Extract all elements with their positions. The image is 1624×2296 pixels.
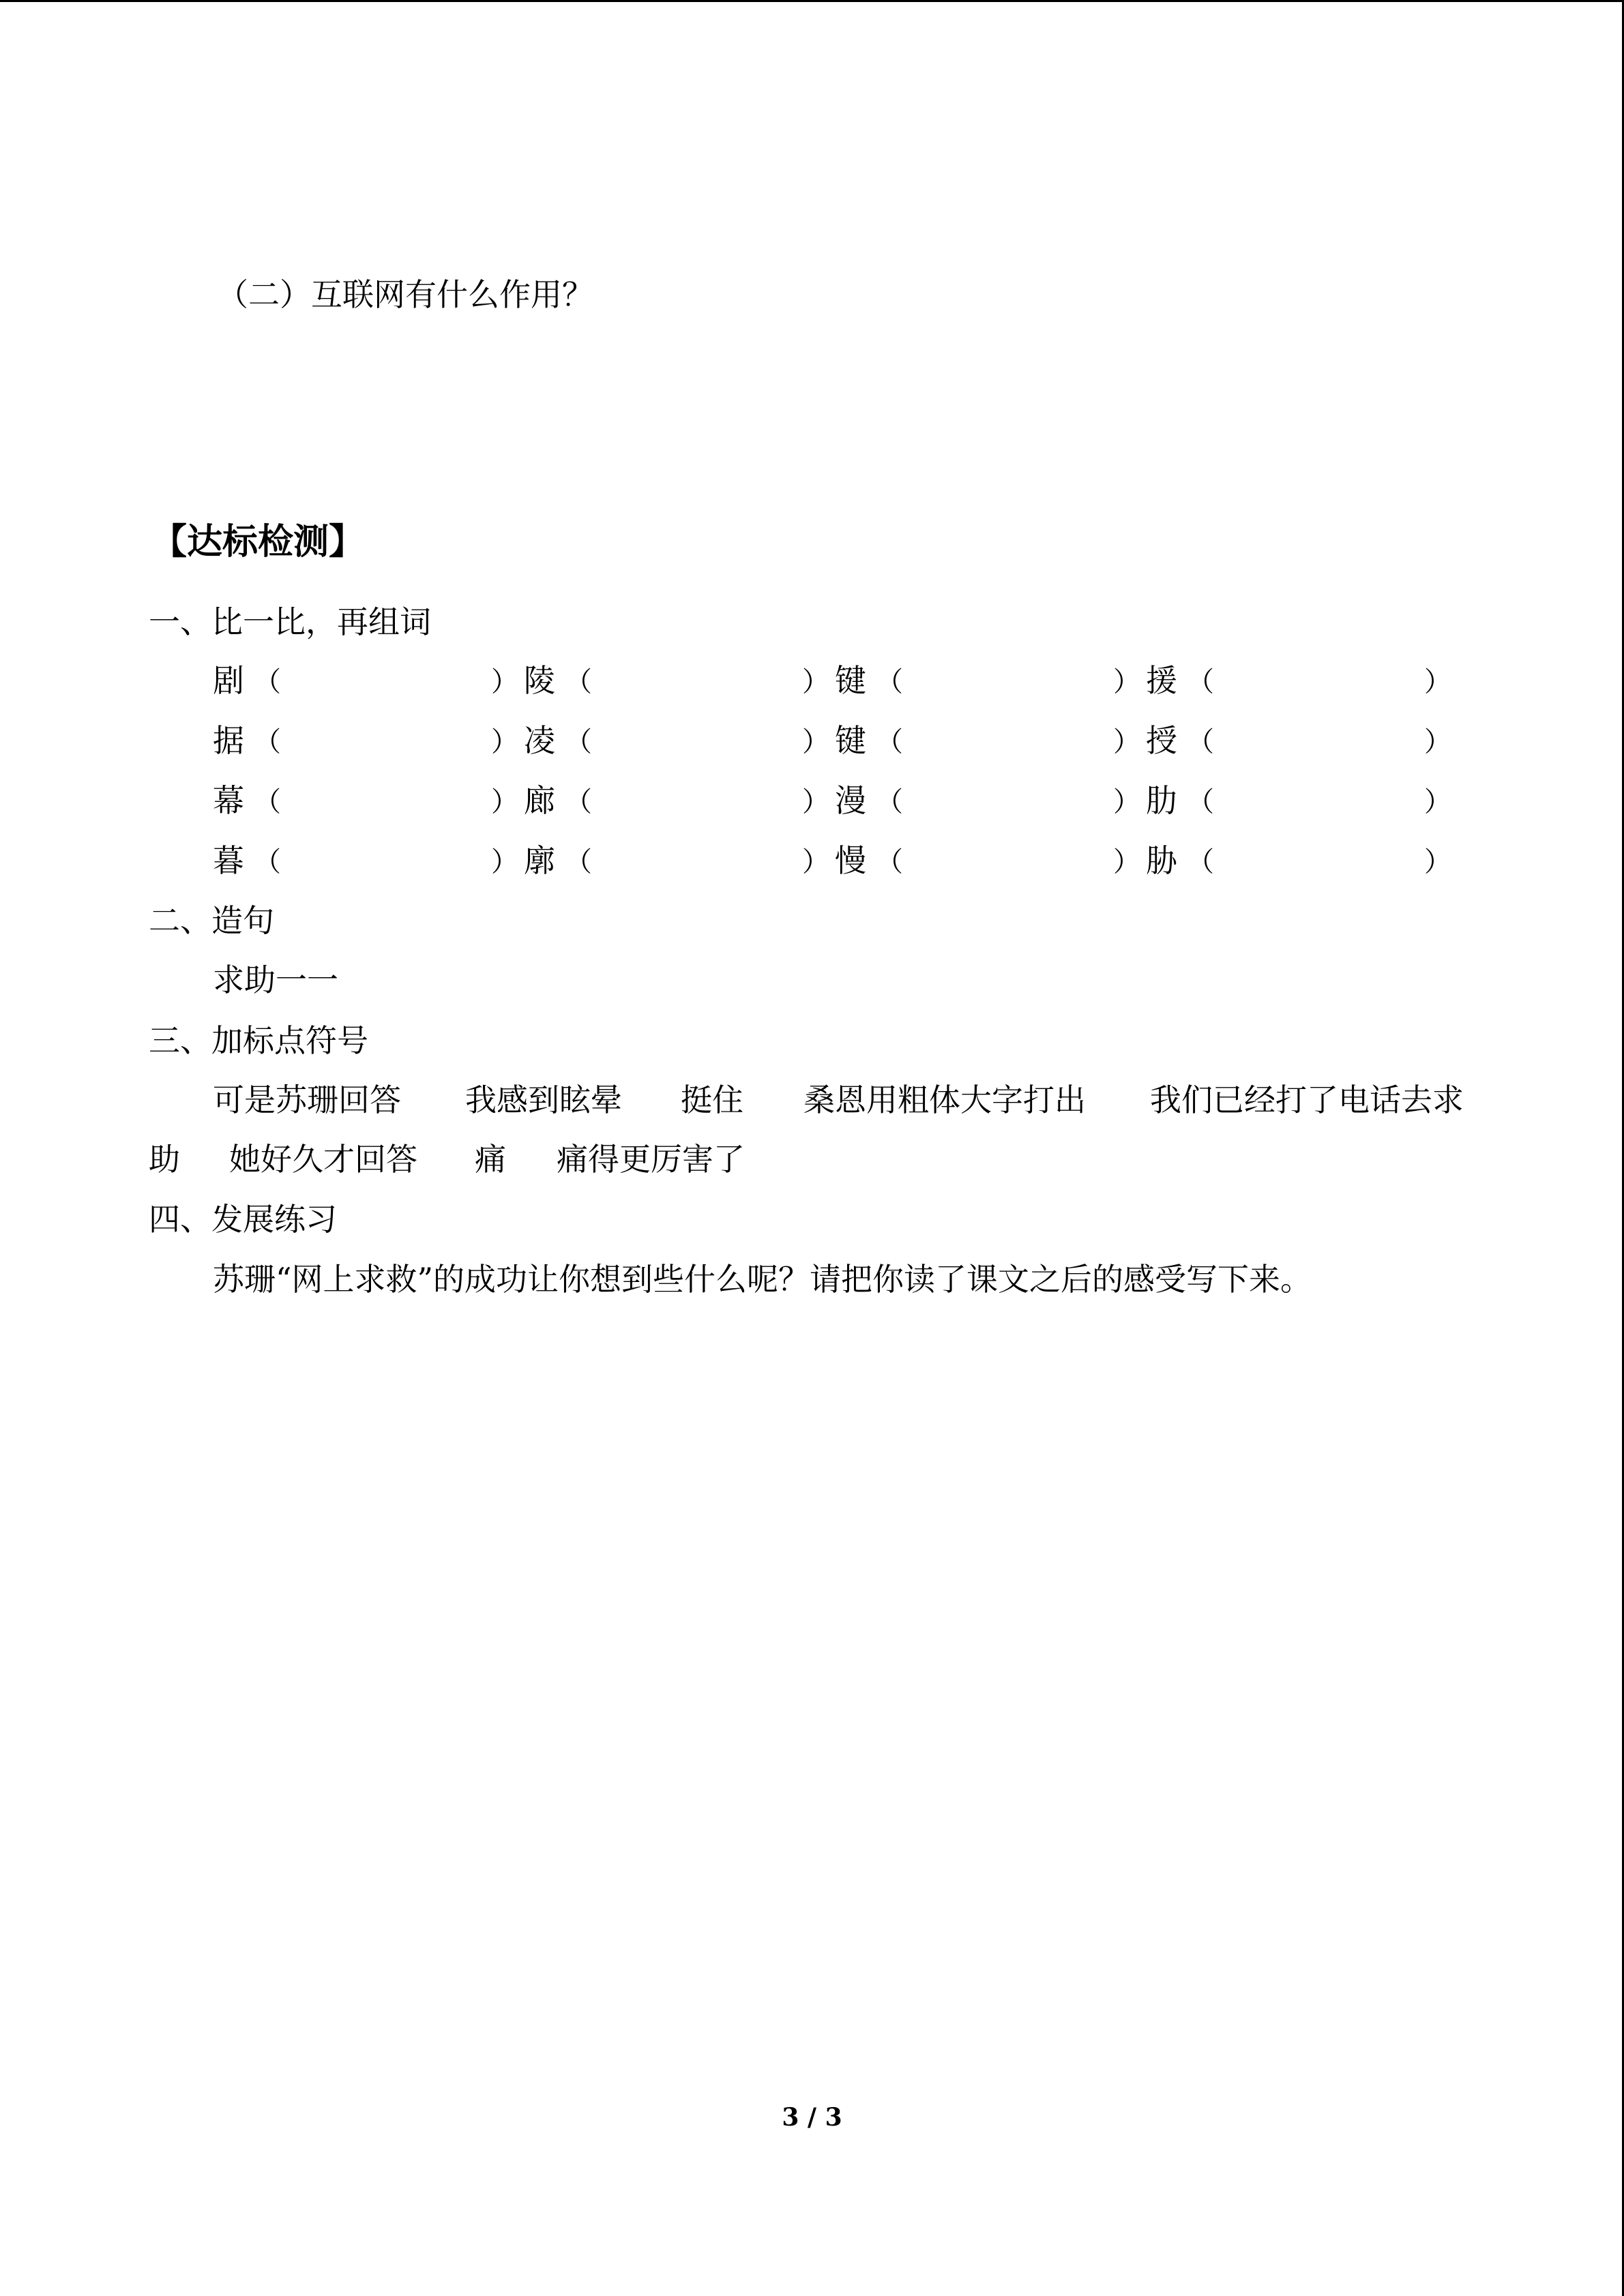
grid-char: 键 xyxy=(835,722,866,759)
close-paren: ） xyxy=(802,666,829,698)
word-compare-grid xyxy=(213,660,1454,900)
sub-question: （二）互联网有什么作用？ xyxy=(217,276,593,313)
question-2-title: 二、造句 xyxy=(149,902,274,939)
open-paren: （ xyxy=(254,846,281,878)
section-title: 【达标检测】 xyxy=(151,521,365,563)
grid-char: 慢 xyxy=(835,842,866,879)
grid-char: 键 xyxy=(835,662,866,699)
close-paren: ） xyxy=(1113,666,1140,698)
open-paren: （ xyxy=(1187,726,1214,758)
open-paren: （ xyxy=(1187,786,1214,818)
open-paren: （ xyxy=(876,786,903,818)
close-paren: ） xyxy=(491,846,518,878)
question-1-title: 一、比一比，再组词 xyxy=(149,603,431,640)
grid-char: 授 xyxy=(1146,722,1177,759)
close-paren: ） xyxy=(491,726,518,758)
grid-char: 胁 xyxy=(1146,842,1177,879)
close-paren: ） xyxy=(1424,846,1451,878)
open-paren: （ xyxy=(876,726,903,758)
grid-char: 幕 xyxy=(213,782,244,819)
grid-char: 剧 xyxy=(213,662,244,699)
grid-char: 暮 xyxy=(213,842,244,879)
close-paren: ） xyxy=(1424,666,1451,698)
phrase: 我们已经打了电话去求 xyxy=(1150,1082,1464,1118)
open-paren: （ xyxy=(1187,666,1214,698)
close-paren: ） xyxy=(802,726,829,758)
open-paren: （ xyxy=(565,666,592,698)
grid-char: 援 xyxy=(1146,662,1177,699)
open-paren: （ xyxy=(254,786,281,818)
phrase: 我感到眩晕 xyxy=(465,1082,622,1118)
phrase: 可是苏珊回答 xyxy=(213,1082,401,1118)
grid-row xyxy=(213,840,1454,900)
phrase: 她好久才回答 xyxy=(229,1141,417,1178)
grid-char: 肋 xyxy=(1146,782,1177,819)
open-paren: （ xyxy=(1187,846,1214,878)
grid-row xyxy=(213,780,1454,840)
close-paren: ） xyxy=(1424,726,1451,758)
grid-char: 廊 xyxy=(524,782,555,819)
close-paren: ） xyxy=(1113,726,1140,758)
phrase: 痛得更厉害了 xyxy=(557,1141,745,1178)
grid-char: 凌 xyxy=(524,722,555,759)
page-number: 3 / 3 xyxy=(782,2103,842,2132)
phrase: 助 xyxy=(149,1141,180,1178)
open-paren: （ xyxy=(565,726,592,758)
close-paren: ） xyxy=(491,666,518,698)
phrase: 痛 xyxy=(475,1141,506,1178)
open-paren: （ xyxy=(254,666,281,698)
open-paren: （ xyxy=(565,846,592,878)
open-paren: （ xyxy=(254,726,281,758)
close-paren: ） xyxy=(1113,786,1140,818)
grid-row xyxy=(213,720,1454,780)
grid-char: 廓 xyxy=(524,842,555,879)
grid-char: 漫 xyxy=(835,782,866,819)
close-paren: ） xyxy=(1113,846,1140,878)
development-exercise-prompt: 苏珊“网上求救”的成功让你想到些什么呢？请把你读了课文之后的感受写下来。 xyxy=(213,1261,1312,1298)
sentence-making-prompt: 求助一一 xyxy=(213,961,338,998)
open-paren: （ xyxy=(876,666,903,698)
close-paren: ） xyxy=(802,846,829,878)
top-border xyxy=(0,0,1624,2)
question-4-title: 四、发展练习 xyxy=(149,1201,337,1238)
grid-char: 陵 xyxy=(524,662,555,699)
close-paren: ） xyxy=(1424,786,1451,818)
phrase: 挺住 xyxy=(681,1082,743,1118)
open-paren: （ xyxy=(876,846,903,878)
question-3-title: 三、加标点符号 xyxy=(149,1022,368,1059)
phrase: 桑恩用粗体大字打出 xyxy=(803,1082,1086,1118)
open-paren: （ xyxy=(565,786,592,818)
close-paren: ） xyxy=(491,786,518,818)
close-paren: ） xyxy=(802,786,829,818)
grid-char: 据 xyxy=(213,722,244,759)
grid-row xyxy=(213,660,1454,720)
